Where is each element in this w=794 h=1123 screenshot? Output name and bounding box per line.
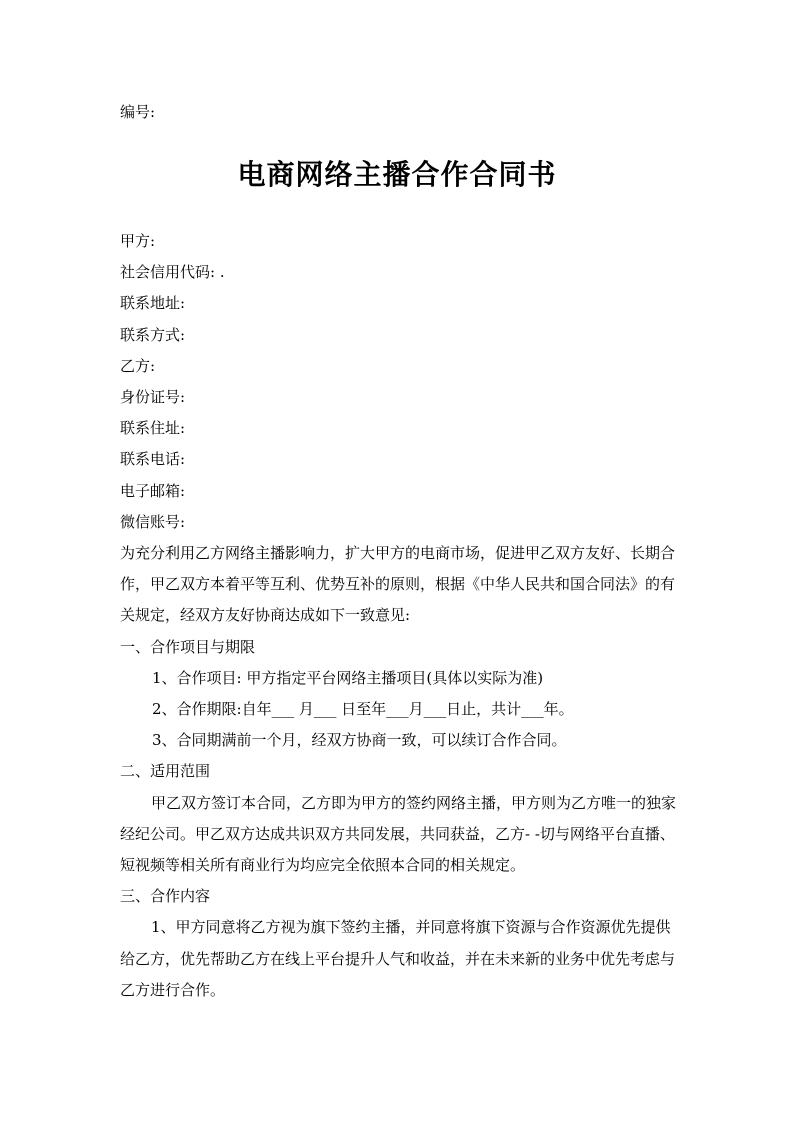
wechat-field: 微信账号: bbox=[120, 512, 186, 531]
contact-method-field: 联系方式: bbox=[120, 325, 186, 344]
section-two-paragraph: 甲乙双方签订本合同，乙方即为甲方的签约网络主播，甲方则为乙方唯一的独家经纪公司。甲乙双方达成共识双方共同发展，共同获益，乙方- -切与网络平台直播、短视频等相关所有商业行为均应完全依照本合同的相关规定。 bbox=[120, 793, 677, 875]
contact-address-field: 联系地址: bbox=[120, 294, 186, 313]
contract-title: 电商网络主播合作合同书 bbox=[237, 158, 557, 191]
party-a-field: 甲方: bbox=[120, 232, 156, 250]
section-one-item: 1、合作项目: 甲方指定平台网络主播项目(具体以实际为准) bbox=[152, 668, 544, 687]
party-b-field: 乙方: bbox=[120, 356, 156, 375]
email-field: 电子邮箱: bbox=[120, 481, 186, 500]
preamble-paragraph: 为充分利用乙方网络主播影响力，扩大甲方的电商市场，促进甲乙双方友好、长期合作，甲乙双方本着平等互利、优势互补的原则，根据《中华人民共和国合同法》的有关规定，经双方友好协商达成如下一致意见: bbox=[120, 544, 676, 625]
document-number-label: 编号: bbox=[120, 103, 156, 121]
contract-body bbox=[120, 226, 680, 1006]
section-two-heading: 二、适用范围 bbox=[120, 762, 211, 781]
id-number-field: 身份证号: bbox=[120, 388, 186, 407]
residence-address-field: 联系住址: bbox=[120, 419, 186, 438]
section-one-heading: 一、合作项目与期限 bbox=[120, 637, 256, 656]
section-one-item: 2、合作期限:自年___ 月___ 日至年___月___日止，共计___年。 bbox=[152, 700, 574, 719]
section-three-paragraph: 1、甲方同意将乙方视为旗下签约主播，并同意将旗下资源与合作资源优先提供给乙方，优先帮助乙方在线上平台提升人气和收益，并在未来新的业务中优先考虑与乙方进行合作。 bbox=[120, 918, 676, 999]
section-three-heading: 三、合作内容 bbox=[120, 887, 211, 906]
credit-code-field: 社会信用代码: . bbox=[120, 263, 225, 282]
phone-field: 联系电话: bbox=[120, 450, 186, 469]
section-one-item: 3、合同期满前一个月，经双方协商一致，可以续订合作合同。 bbox=[152, 731, 567, 750]
